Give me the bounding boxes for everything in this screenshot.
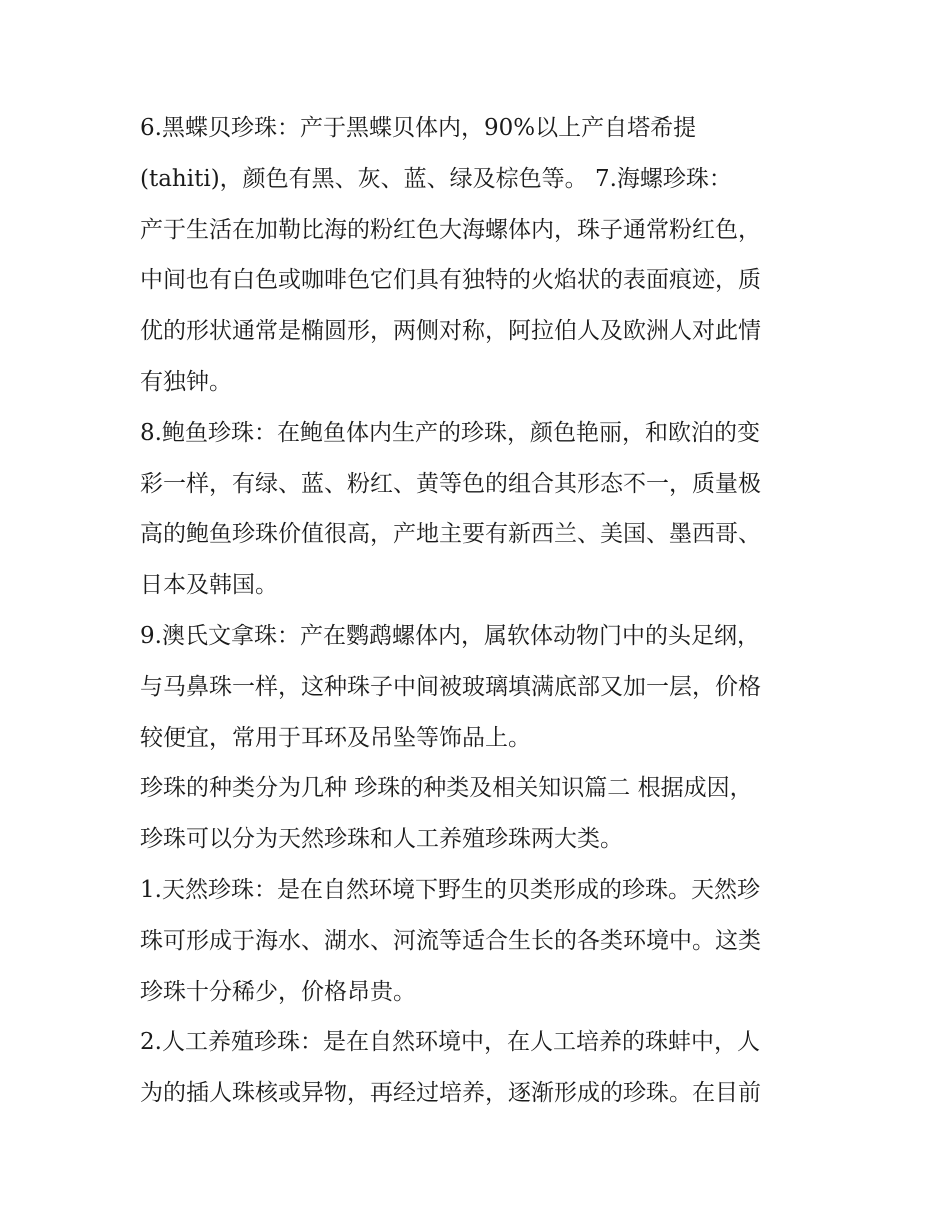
text-line: 珍珠可以分为天然珍珠和人工养殖珍珠两大类。 xyxy=(140,826,623,853)
text-line: 日本及韩国。 xyxy=(140,572,278,599)
text-line: 中间也有白色或咖啡色它们具有独特的火焰状的表面痕迹，质 xyxy=(140,267,761,294)
text-line: 2.人工养殖珍珠：是在自然环境中，在人工培养的珠蚌中，人 xyxy=(140,1029,760,1056)
text-line: 为的插人珠核或异物，再经过培养，逐渐形成的珍珠。在目前 xyxy=(140,1080,761,1107)
text-line: 彩一样，有绿、蓝、粉红、黄等色的组合其形态不一，质量极 xyxy=(140,470,761,497)
text-line: 珠可形成于海水、湖水、河流等适合生长的各类环境中。这类 xyxy=(140,927,761,954)
text-line: (tahiti)，颜色有黑、灰、蓝、绿及棕色等。 7.海螺珍珠： xyxy=(140,165,732,192)
text-line: 较便宜，常用于耳环及吊坠等饰品上。 xyxy=(140,724,531,751)
text-line: 产于生活在加勒比海的粉红色大海螺体内，珠子通常粉红色， xyxy=(140,216,761,243)
text-line: 6.黑蝶贝珍珠：产于黑蝶贝体内，90%以上产自塔希提 xyxy=(140,115,697,141)
text-line: 8.鲍鱼珍珠：在鲍鱼体内生产的珍珠，颜色艳丽，和欧泊的变 xyxy=(140,419,760,446)
text-line: 珍珠的种类分为几种 珍珠的种类及相关知识篇二 根据成因， xyxy=(140,775,753,802)
text-line: 1.天然珍珠：是在自然环境下野生的贝类形成的珍珠。天然珍 xyxy=(140,876,760,903)
text-line: 高的鲍鱼珍珠价值很高，产地主要有新西兰、美国、墨西哥、 xyxy=(140,521,761,548)
text-line: 有独钟。 xyxy=(140,368,232,395)
text-line: 优的形状通常是椭圆形，两侧对称，阿拉伯人及欧洲人对此情 xyxy=(140,318,761,345)
text-line: 9.澳氏文拿珠：产在鹦鹉螺体内，属软体动物门中的头足纲， xyxy=(140,622,760,649)
document-body xyxy=(140,103,820,1119)
text-line: 与马鼻珠一样，这种珠子中间被玻璃填满底部又加一层，价格 xyxy=(140,673,761,700)
text-line: 珍珠十分稀少，价格昂贵。 xyxy=(140,978,416,1005)
